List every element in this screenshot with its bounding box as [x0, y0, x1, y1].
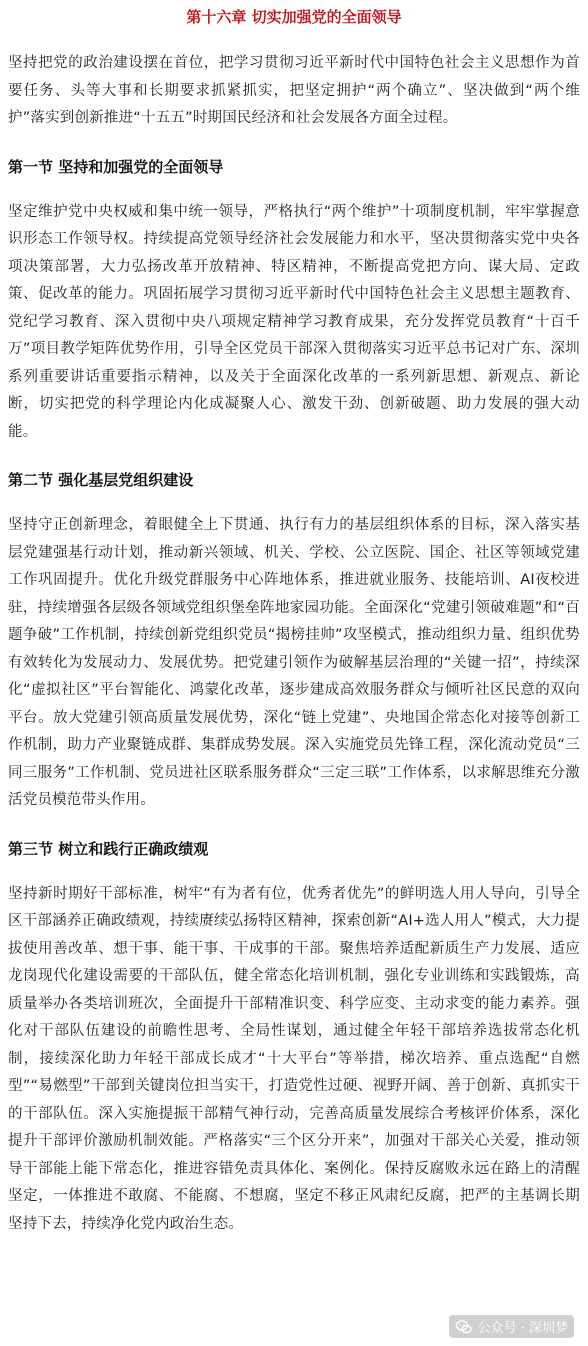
watermark — [449, 1315, 574, 1338]
section-1-title: 第一节 坚持和加强党的全面领导 — [8, 157, 224, 176]
section-2-title: 第二节 强化基层党组织建设 — [8, 471, 194, 489]
chapter-title: 第十六章 切实加强党的全面领导 — [186, 8, 402, 26]
section-3-title: 第三节 树立和践行正确政绩观 — [8, 839, 209, 858]
section-3-body: 坚持新时期好干部标准，树牢“有为者有位，优秀者优先”的鲜明选人用人导向，引导全区干部涵养正确政绩观，持续赓续弘扬特区精神，探索创新“AI+选人用人”模式，大力提拔使用善改革、想干事、能干事、干成事的干部。聚焦培养适配新质生产力发展、适应龙岗现代化建设需要的干部队伍，健全常态化培训机制，强化专业训练和实践锻炼，高质量举办各类培训班次，全面提升干部精准识变、科学应变、主动求变的能力素养。强化对干部队伍建设的前瞻性思考、全局性谋划，通过健全年轻干部培养选拔常态化机制，接续深化助力年轻干部成长成才“十大平台”等举措，梯次培养、重点选配“自燃型”“易燃型”干部到关键岗位担当实干，打造党性过硬、视野开阔、善于创新、真抓实干的干部队伍。深入实施提振干部精气神行动，完善高质量发展综合考核评价体系，深化提升干部评价激励机制效能。严格落实“三个区分开来”，加强对干部关心关爱，推动领导干部能上能下常态化，推进容错免责具体化、案例化。保持反腐败永远在路上的清醒坚定，一体推进不敢腐、不能腐、不想腐，坚定不移正风肃纪反腐，把严的主基调长期坚持下去，持续净化党内政治生态。 — [8, 885, 580, 1232]
wechat-icon — [455, 1318, 473, 1336]
section-1-body: 坚定维护党中央权威和集中统一领导，严格执行“两个维护”十项制度机制，牢牢掌握意识形态工作领导权。持续提高党领导经济社会发展能力和水平，坚决贯彻落实党中央各项决策部署，大力弘扬改革开放精神、特区精神，不断提高党把方向、谋大局、定政策、促改革的能力。巩固拓展学习贯彻习近平新时代中国特色社会主义思想主题教育、党纪学习教育、深入贯彻中央八项规定精神学习教育成果，充分发挥党员教育“十百千万”项目教学矩阵优势作用，引导全区党员干部深入贯彻落实习近平总书记对广东、深圳系列重要讲话重要指示精神，以及关于全面深化改革的一系列新思想、新观点、新论断，切实把党的科学理论内化成凝聚人心、激发干劲、创新破题、助力发展的强大动能。 — [8, 203, 580, 440]
intro-paragraph: 坚持把党的政治建设摆在首位，把学习贯彻习近平新时代中国特色社会主义思想作为首要任务、头等大事和长期要求抓紧抓实，把坚定拥护“两个确立”、坚决做到“两个维护”落实到创新推进“十五五”时期国民经济和社会发展各方面全过程。 — [8, 55, 580, 126]
watermark-text: 公众号 · 深圳梦 — [477, 1321, 568, 1336]
section-2-body: 坚持守正创新理念，着眼健全上下贯通、执行有力的基层组织体系的目标，深入落实基层党建强基行动计划，推动新兴领域、机关、学校、公立医院、国企、社区等领域党建工作巩固提升。优化升级党群服务中心阵地体系，推进就业服务、技能培训、AI夜校进驻，持续增强各层级各领域党组织堡垒阵地家园功能。全面深化“党建引领破难题”和“百题争破”工作机制，持续创新党组织党员“揭榜挂帅”攻坚模式，推动组织力量、组织优势有效转化为发展动力、发展优势。把党建引领作为破解基层治理的“关键一招”，持续深化“虚拟社区”平台智能化、鸿蒙化改革，逐步建成高效服务群众与倾听社区民意的双向平台。放大党建引领高质量发展优势，深化“链上党建”、央地国企常态化对接等创新工作机制，助力产业聚链成群、集群成势发展。深入实施党员先锋工程，深化流动党员“三同三服务”工作机制、党员进社区联系服务群众“三定三联”工作体系，以求解思维充分激活党员模范带头作用。 — [8, 517, 580, 808]
